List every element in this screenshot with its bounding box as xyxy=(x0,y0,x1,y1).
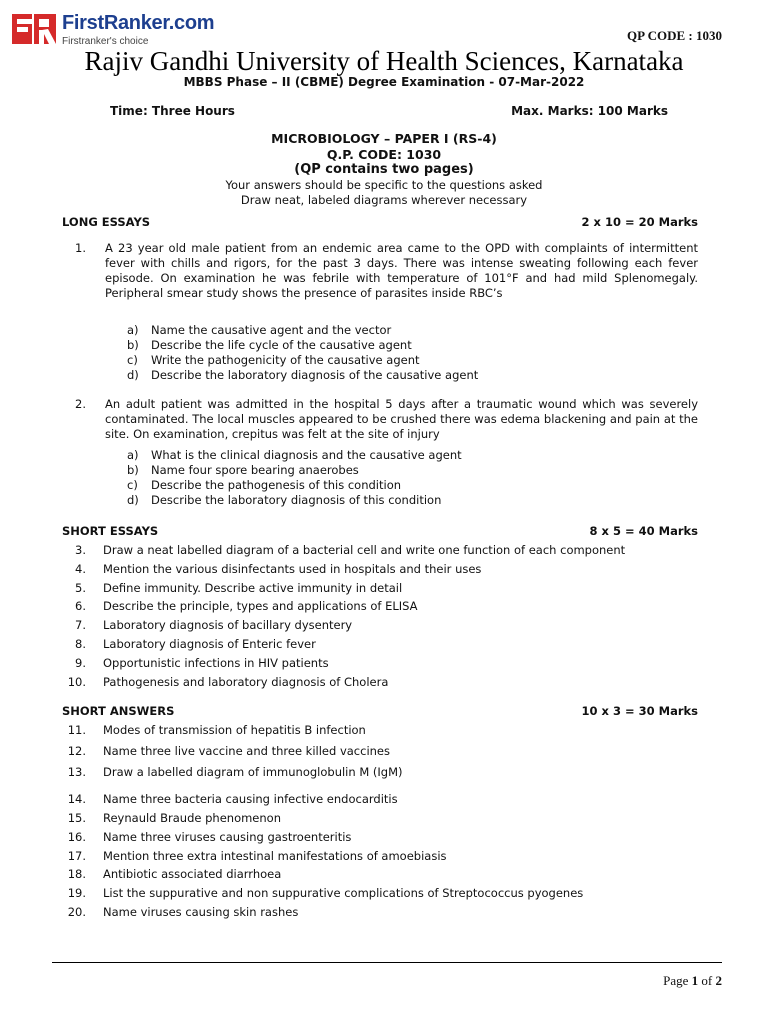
question-text: List the suppurative and non suppurative complications of Streptococcus pyogenes xyxy=(103,886,584,900)
page-word: Page xyxy=(663,973,689,988)
section-marks: 8 x 5 = 40 Marks xyxy=(589,524,698,538)
short-answer-question xyxy=(62,723,728,737)
question-number: 18. xyxy=(67,867,86,881)
short-essay-question xyxy=(62,581,728,595)
question-text: Mention the various disinfectants used in hospitals and their uses xyxy=(103,562,482,576)
short-essay-question xyxy=(62,675,728,689)
short-answer-question xyxy=(62,765,728,779)
part-letter: a) xyxy=(127,448,139,462)
question-number: 17. xyxy=(67,849,86,863)
instruction-2: Draw neat, labeled diagrams wherever necessary xyxy=(240,193,528,207)
question-text: Name three viruses causing gastroenteritis xyxy=(103,830,352,844)
question-text: Define immunity. Describe active immunity in detail xyxy=(103,581,403,595)
question-text: Pathogenesis and laboratory diagnosis of Cholera xyxy=(103,675,389,689)
question-number: 19. xyxy=(67,886,86,900)
question-text: Name three bacteria causing infective endocarditis xyxy=(103,792,398,806)
question-text: Describe the principle, types and applications of ELISA xyxy=(103,599,418,613)
question-text: Laboratory diagnosis of bacillary dysentery xyxy=(103,618,353,632)
question-number: 1. xyxy=(75,241,86,255)
question-number: 4. xyxy=(75,562,86,576)
question-text: Name viruses causing skin rashes xyxy=(103,905,299,919)
instruction-1: Your answers should be specific to the questions asked xyxy=(225,178,543,192)
part-letter: a) xyxy=(127,323,139,337)
part-letter: c) xyxy=(127,478,138,492)
short-answer-question xyxy=(62,744,728,758)
question-number: 14. xyxy=(67,792,86,806)
exam-duration: Time: Three Hours xyxy=(110,104,235,118)
question-part xyxy=(127,353,420,368)
part-letter: d) xyxy=(127,493,139,507)
page-of: of xyxy=(701,973,713,988)
part-text: Describe the pathogenesis of this condition xyxy=(151,478,402,492)
question-number: 9. xyxy=(75,656,86,670)
footer-divider xyxy=(52,962,722,963)
short-essay-question xyxy=(62,637,728,651)
qp-code-top: QP CODE : 1030 xyxy=(627,28,722,43)
firstranker-logo-icon xyxy=(12,14,56,44)
university-title: Rajiv Gandhi University of Health Sciences, Karnataka xyxy=(84,46,684,76)
short-answer-question xyxy=(62,867,728,881)
part-text: Name the causative agent and the vector xyxy=(151,323,392,337)
part-text: Describe the laboratory diagnosis of the causative agent xyxy=(151,368,479,382)
part-text: Describe the laboratory diagnosis of this condition xyxy=(151,493,442,507)
exam-title: MBBS Phase – II (CBME) Degree Examination - 07-Mar-2022 xyxy=(183,75,585,89)
question-text: Draw a labelled diagram of immunoglobulin M (IgM) xyxy=(103,765,403,779)
page-number xyxy=(663,973,722,989)
short-answer-question xyxy=(62,886,728,900)
part-letter: c) xyxy=(127,353,138,367)
question-number: 20. xyxy=(67,905,86,919)
part-letter: b) xyxy=(127,463,139,477)
part-text: What is the clinical diagnosis and the causative agent xyxy=(151,448,462,462)
question-text: Opportunistic infections in HIV patients xyxy=(103,656,329,670)
section-heading: SHORT ANSWERS xyxy=(62,704,175,718)
question-part xyxy=(127,368,478,383)
question-part xyxy=(127,493,441,508)
long-question xyxy=(62,397,698,442)
short-answers-header xyxy=(62,704,698,718)
question-number: 11. xyxy=(67,723,86,737)
short-answer-question xyxy=(62,792,728,806)
question-part xyxy=(127,323,391,338)
short-essay-question xyxy=(62,599,728,613)
part-letter: b) xyxy=(127,338,139,352)
part-text: Write the pathogenicity of the causative agent xyxy=(151,353,420,367)
question-part xyxy=(127,478,401,493)
question-part xyxy=(127,338,412,353)
logo-tagline: Firstranker's choice xyxy=(62,36,149,47)
section-marks: 10 x 3 = 30 Marks xyxy=(581,704,698,718)
pages-note: (QP contains two pages) xyxy=(294,162,474,177)
question-number: 13. xyxy=(67,765,86,779)
question-number: 2. xyxy=(75,397,86,411)
question-text: Modes of transmission of hepatitis B infection xyxy=(103,723,366,737)
qp-code: Q.P. CODE: 1030 xyxy=(326,147,442,162)
page-current: 1 xyxy=(691,973,699,988)
part-text: Describe the life cycle of the causative agent xyxy=(151,338,412,352)
page-total: 2 xyxy=(715,973,722,988)
short-answer-question xyxy=(62,905,728,919)
question-text: Name three live vaccine and three killed vaccines xyxy=(103,744,390,758)
max-marks: Max. Marks: 100 Marks xyxy=(511,104,668,118)
short-answer-question xyxy=(62,849,728,863)
subject-title: MICROBIOLOGY – PAPER I (RS-4) xyxy=(271,131,497,146)
short-essay-question xyxy=(62,656,728,670)
question-text: Laboratory diagnosis of Enteric fever xyxy=(103,637,316,651)
question-number: 7. xyxy=(75,618,86,632)
question-number: 16. xyxy=(67,830,86,844)
question-number: 6. xyxy=(75,599,86,613)
part-text: Name four spore bearing anaerobes xyxy=(151,463,359,477)
question-text: A 23 year old male patient from an endemic area came to the OPD with complaints of intermittent fever with chills and rigors, for the past 3 days. There was intense sweating following each fever episode. On examination he was febrile with temperature of 101°F and had mild Splenomegaly. Peripheral smear study shows the presence of parasites inside RBC’s xyxy=(105,241,698,300)
question-text: Reynauld Braude phenomenon xyxy=(103,811,281,825)
part-letter: d) xyxy=(127,368,139,382)
question-text: An adult patient was admitted in the hospital 5 days after a traumatic wound which was severely contaminated. The local muscles appeared to be crushed there was edema blackening and pain at the site. On examination, crepitus was felt at the site of injury xyxy=(105,397,698,441)
section-marks: 2 x 10 = 20 Marks xyxy=(581,215,698,229)
short-answer-question xyxy=(62,811,728,825)
short-answer-question xyxy=(62,830,728,844)
long-question xyxy=(62,241,698,301)
question-number: 3. xyxy=(75,543,86,557)
long-essays-header xyxy=(62,215,698,229)
short-essay-question xyxy=(62,543,728,557)
section-heading: LONG ESSAYS xyxy=(62,215,151,229)
question-text: Mention three extra intestinal manifestations of amoebiasis xyxy=(103,849,447,863)
section-heading: SHORT ESSAYS xyxy=(62,524,159,538)
short-essay-question xyxy=(62,618,728,632)
question-text: Draw a neat labelled diagram of a bacterial cell and write one function of each component xyxy=(103,543,626,557)
question-part xyxy=(127,463,359,478)
short-essay-question xyxy=(62,562,728,576)
short-essays-header xyxy=(62,524,698,538)
question-number: 10. xyxy=(67,675,86,689)
question-number: 15. xyxy=(67,811,86,825)
question-number: 12. xyxy=(67,744,86,758)
question-number: 5. xyxy=(75,581,86,595)
question-part xyxy=(127,448,462,463)
question-number: 8. xyxy=(75,637,86,651)
question-text: Antibiotic associated diarrhoea xyxy=(103,867,282,881)
logo-name: FirstRanker.com xyxy=(62,12,215,34)
